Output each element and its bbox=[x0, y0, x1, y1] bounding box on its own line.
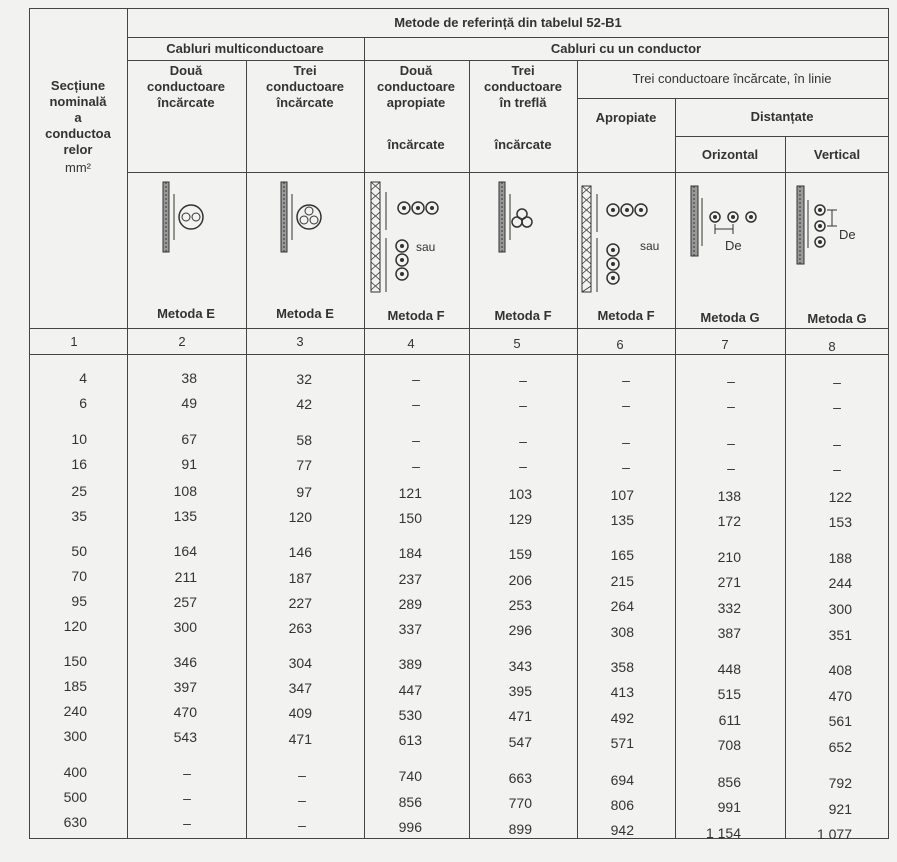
column-number: 4 bbox=[407, 336, 415, 351]
figure-de-label: De bbox=[725, 238, 742, 253]
ampacity-cell: 263 bbox=[288, 619, 312, 636]
ampacity-cell: 264 bbox=[610, 598, 634, 615]
col4-header-line: apropiate bbox=[386, 95, 446, 110]
ampacity-cell: 165 bbox=[610, 547, 634, 564]
cross-section-cell: 185 bbox=[63, 678, 87, 694]
ampacity-cell: 543 bbox=[173, 729, 197, 746]
column-number: 2 bbox=[178, 334, 186, 349]
ampacity-cell: – bbox=[183, 815, 191, 832]
ampacity-cell: 215 bbox=[610, 572, 634, 589]
ampacity-cell: – bbox=[183, 765, 191, 782]
column-number: 8 bbox=[828, 339, 836, 354]
ampacity-cell: 150 bbox=[398, 510, 422, 527]
row-label-line: nominală bbox=[49, 94, 107, 109]
ampacity-cell: – bbox=[412, 396, 420, 413]
figure-sau-label: sau bbox=[640, 239, 660, 253]
ampacity-cell: – bbox=[519, 433, 527, 450]
ampacity-cell: – bbox=[727, 434, 735, 451]
ampacity-cell: 206 bbox=[508, 571, 532, 588]
ampacity-cell: 210 bbox=[717, 548, 741, 565]
ampacity-cell: 1 077 bbox=[816, 826, 852, 843]
ampacity-cell: 991 bbox=[717, 799, 741, 816]
ampacity-cell: 470 bbox=[828, 687, 852, 704]
col4-header-line: conductoare bbox=[376, 79, 456, 94]
ampacity-cell: 471 bbox=[508, 708, 532, 725]
ampacity-cell: – bbox=[622, 372, 630, 388]
figure-sau-label: sau bbox=[416, 240, 436, 254]
method-label: Metoda F bbox=[597, 308, 655, 323]
ampacity-cell: 138 bbox=[717, 487, 741, 504]
ampacity-cell: 492 bbox=[610, 709, 634, 726]
ampacity-cell: – bbox=[833, 399, 841, 416]
ampacity-cell: – bbox=[519, 371, 527, 388]
col3-header-line: încărcate bbox=[276, 95, 334, 110]
ampacity-cell: 91 bbox=[181, 456, 197, 473]
ampacity-cell: 49 bbox=[181, 395, 197, 412]
ampacity-cell: 172 bbox=[717, 513, 741, 530]
ampacity-cell: 806 bbox=[610, 797, 634, 813]
ampacity-cell: 346 bbox=[173, 653, 197, 670]
ampacity-cell: – bbox=[519, 396, 527, 413]
ampacity-cell: 397 bbox=[173, 678, 197, 695]
ampacity-cell: – bbox=[183, 790, 191, 807]
cross-section-cell: 10 bbox=[71, 431, 87, 447]
ampacity-cell: – bbox=[412, 371, 420, 387]
group-three-in-line: Trei conductoare încărcate, în linie bbox=[632, 71, 832, 86]
ampacity-cell: 515 bbox=[717, 686, 741, 703]
ampacity-cell: – bbox=[622, 397, 630, 414]
ampacity-cell: 770 bbox=[508, 795, 532, 812]
ampacity-cell: 343 bbox=[508, 657, 532, 674]
ampacity-cell: – bbox=[412, 432, 420, 449]
ampacity-cell: 547 bbox=[508, 733, 532, 750]
col5-header-line: Trei bbox=[511, 63, 535, 78]
two-core-cable-figure bbox=[159, 180, 219, 260]
ampacity-cell: 347 bbox=[288, 680, 312, 697]
ampacity-cell: 135 bbox=[610, 512, 634, 528]
ampacity-cell: 153 bbox=[828, 514, 852, 531]
ampacity-cell: 351 bbox=[828, 626, 852, 643]
ampacity-cell: 389 bbox=[398, 656, 422, 673]
cross-section-cell: 300 bbox=[63, 728, 87, 744]
ampacity-cell: 271 bbox=[717, 574, 741, 591]
ampacity-cell: – bbox=[298, 817, 306, 834]
two-cables-touching-figure bbox=[369, 180, 464, 300]
ampacity-cell: 694 bbox=[610, 771, 634, 788]
column-number: 6 bbox=[616, 337, 624, 352]
ampacity-cell: 32 bbox=[296, 370, 312, 387]
ampacity-cell: 530 bbox=[398, 706, 422, 723]
ampacity-cell: 58 bbox=[296, 431, 312, 448]
ampacity-cell: – bbox=[833, 461, 841, 478]
ampacity-cell: 611 bbox=[718, 711, 741, 728]
col7-header: Orizontal bbox=[701, 147, 759, 162]
ampacity-cell: 77 bbox=[296, 456, 312, 473]
cross-section-cell: 240 bbox=[63, 703, 87, 719]
row-label-unit: mm² bbox=[65, 160, 91, 175]
ampacity-cell: 300 bbox=[173, 618, 197, 635]
ampacity-cell: 395 bbox=[508, 683, 532, 700]
ampacity-cell: 237 bbox=[398, 570, 422, 587]
col5-header-line: conductoare bbox=[483, 79, 563, 94]
method-label: Metoda F bbox=[387, 308, 445, 323]
column-number: 3 bbox=[296, 334, 304, 349]
method-label: Metoda E bbox=[157, 306, 215, 321]
cross-section-cell: 4 bbox=[79, 370, 87, 386]
ampacity-cell: 42 bbox=[296, 395, 312, 412]
ampacity-cell: 471 bbox=[288, 730, 312, 747]
col4-header-line: încărcate bbox=[387, 137, 445, 152]
cross-section-cell: 400 bbox=[63, 764, 87, 780]
ampacity-cell: 244 bbox=[828, 575, 852, 592]
horizontal-spaced-figure bbox=[687, 184, 777, 264]
ampacity-cell: 708 bbox=[717, 737, 741, 754]
ampacity-table bbox=[29, 8, 889, 843]
ampacity-cell: 856 bbox=[717, 773, 741, 790]
col8-header: Vertical bbox=[813, 147, 861, 162]
figure-de-label: De bbox=[839, 227, 856, 242]
ampacity-cell: 187 bbox=[288, 569, 312, 586]
ampacity-cell: 792 bbox=[828, 775, 852, 792]
three-cables-touching-figure bbox=[580, 180, 675, 300]
cross-section-cell: 50 bbox=[71, 543, 87, 559]
method-label: Metoda G bbox=[807, 311, 867, 326]
method-label: Metoda F bbox=[494, 308, 552, 323]
ampacity-cell: 97 bbox=[296, 484, 312, 501]
group-single-conductor: Cabluri cu un conductor bbox=[550, 41, 702, 56]
ampacity-cell: 129 bbox=[508, 511, 532, 528]
ampacity-cell: 120 bbox=[288, 509, 312, 526]
ampacity-cell: – bbox=[727, 373, 735, 389]
ampacity-cell: – bbox=[727, 398, 735, 415]
ampacity-cell: 107 bbox=[610, 486, 634, 503]
col2-header-line: conductoare bbox=[146, 79, 226, 94]
ampacity-cell: 188 bbox=[828, 549, 852, 566]
ampacity-cell: 409 bbox=[288, 705, 312, 722]
cross-section-cell: 70 bbox=[71, 568, 87, 584]
group-spaced: Distanțate bbox=[750, 109, 814, 124]
ampacity-cell: 227 bbox=[288, 594, 312, 611]
ampacity-cell: 613 bbox=[398, 732, 422, 749]
column-number: 5 bbox=[513, 336, 521, 351]
ampacity-cell: 337 bbox=[398, 621, 422, 638]
trefoil-cables-figure bbox=[495, 180, 555, 260]
cross-section-cell: 120 bbox=[63, 618, 87, 634]
ampacity-cell: 652 bbox=[828, 738, 852, 755]
vertical-spaced-figure bbox=[793, 184, 883, 274]
ampacity-cell: 184 bbox=[398, 545, 422, 562]
ampacity-cell: – bbox=[298, 791, 306, 808]
col2-header-line: încărcate bbox=[157, 95, 215, 110]
ampacity-cell: 164 bbox=[173, 543, 197, 560]
ampacity-cell: 447 bbox=[398, 681, 422, 698]
ampacity-cell: 108 bbox=[173, 483, 197, 500]
cross-section-cell: 150 bbox=[63, 653, 87, 669]
ampacity-cell: – bbox=[622, 433, 630, 450]
ampacity-cell: 740 bbox=[398, 768, 422, 785]
table-title: Metode de referință din tabelul 52-B1 bbox=[394, 15, 622, 30]
cross-section-cell: 95 bbox=[71, 593, 87, 609]
col3-header-line: conductoare bbox=[265, 79, 345, 94]
ampacity-cell: 135 bbox=[173, 508, 197, 525]
ampacity-cell: 899 bbox=[508, 820, 532, 837]
ampacity-cell: 413 bbox=[610, 684, 634, 701]
ampacity-cell: – bbox=[298, 766, 306, 783]
ampacity-cell: 296 bbox=[508, 622, 532, 639]
cross-section-cell: 25 bbox=[71, 483, 87, 499]
col5-header-line: încărcate bbox=[494, 137, 552, 152]
ampacity-cell: 67 bbox=[181, 431, 197, 448]
ampacity-cell: – bbox=[833, 435, 841, 452]
ampacity-cell: 663 bbox=[508, 769, 532, 786]
ampacity-cell: 38 bbox=[181, 370, 197, 386]
three-core-cable-figure bbox=[277, 180, 337, 260]
ampacity-cell: 387 bbox=[717, 625, 741, 642]
ampacity-cell: 942 bbox=[610, 822, 634, 839]
ampacity-cell: 571 bbox=[610, 735, 634, 752]
ampacity-cell: – bbox=[727, 460, 735, 477]
ampacity-cell: 1 154 bbox=[705, 824, 741, 841]
ampacity-cell: 103 bbox=[508, 485, 532, 502]
cross-section-cell: 630 bbox=[63, 814, 87, 830]
ampacity-cell: 257 bbox=[173, 593, 197, 610]
column-number: 7 bbox=[721, 337, 729, 352]
ampacity-cell: 300 bbox=[828, 600, 852, 617]
cross-section-cell: 6 bbox=[79, 395, 87, 411]
group-multiconductor: Cabluri multiconductoare bbox=[166, 41, 324, 56]
col2-header-line: Două bbox=[169, 63, 203, 78]
ampacity-cell: 408 bbox=[828, 662, 852, 679]
col4-header-line: Două bbox=[399, 63, 433, 78]
ampacity-cell: 856 bbox=[398, 793, 422, 810]
row-label-line: a bbox=[74, 110, 82, 125]
ampacity-cell: 121 bbox=[398, 484, 422, 501]
ampacity-cell: 304 bbox=[288, 655, 312, 672]
ampacity-cell: 253 bbox=[508, 597, 532, 614]
ampacity-cell: 470 bbox=[173, 703, 197, 720]
ampacity-cell: 996 bbox=[398, 818, 422, 835]
row-label-line: Secțiune bbox=[50, 78, 106, 93]
ampacity-cell: 358 bbox=[610, 659, 634, 675]
ampacity-cell: – bbox=[622, 459, 630, 476]
ampacity-cell: 448 bbox=[717, 660, 741, 677]
row-label-line: relor bbox=[63, 142, 93, 157]
col6-header: Apropiate bbox=[595, 110, 657, 125]
column-number: 1 bbox=[70, 334, 78, 349]
cross-section-cell: 500 bbox=[63, 789, 87, 805]
ampacity-cell: – bbox=[833, 373, 841, 390]
col3-header-line: Trei bbox=[293, 63, 317, 78]
cross-section-cell: 16 bbox=[71, 456, 87, 472]
ampacity-cell: 146 bbox=[288, 544, 312, 561]
ampacity-cell: – bbox=[519, 458, 527, 475]
method-label: Metoda E bbox=[276, 306, 334, 321]
ampacity-cell: 159 bbox=[508, 546, 532, 563]
ampacity-cell: 308 bbox=[610, 623, 634, 640]
row-label-line: conductoa bbox=[45, 126, 111, 141]
col5-header-line: în treflă bbox=[499, 95, 547, 110]
ampacity-cell: 122 bbox=[828, 488, 852, 505]
ampacity-cell: 289 bbox=[398, 595, 422, 612]
ampacity-cell: – bbox=[412, 457, 420, 474]
cross-section-cell: 35 bbox=[71, 508, 87, 524]
ampacity-cell: 211 bbox=[174, 568, 197, 585]
ampacity-cell: 561 bbox=[828, 713, 852, 730]
method-label: Metoda G bbox=[700, 310, 760, 325]
ampacity-cell: 332 bbox=[717, 599, 741, 616]
ampacity-cell: 921 bbox=[828, 800, 852, 817]
